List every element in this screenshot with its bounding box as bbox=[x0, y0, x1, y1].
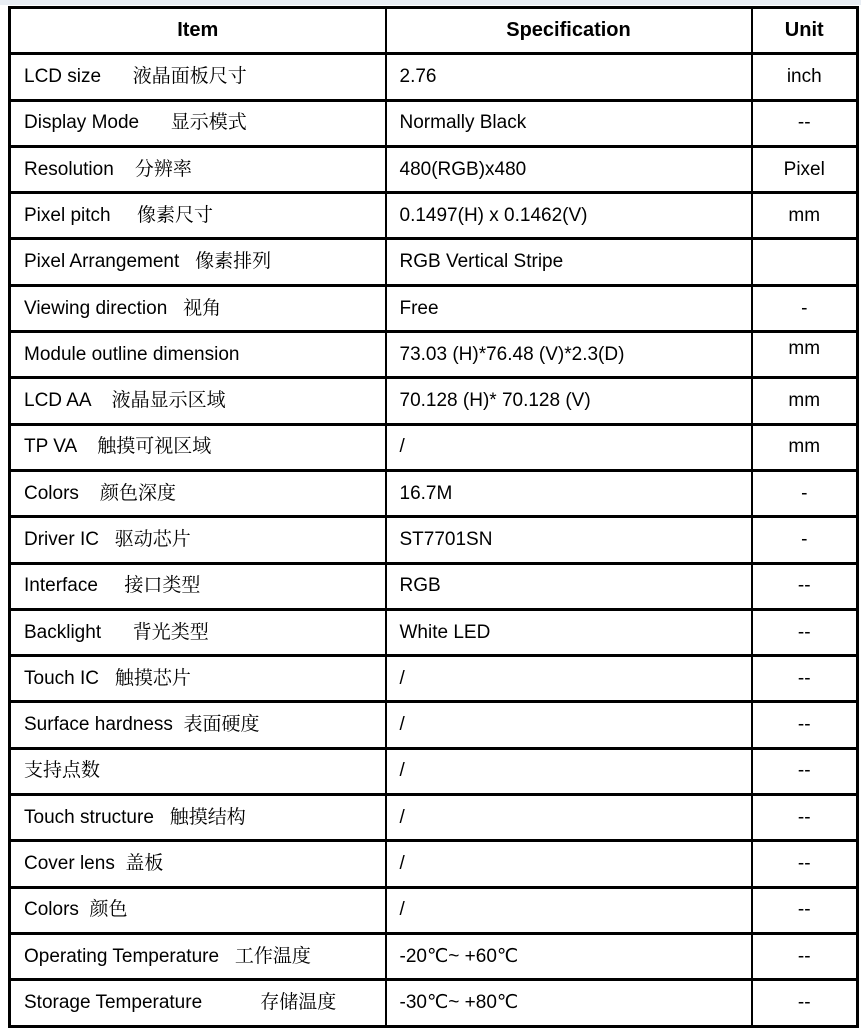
unit-cell: -- bbox=[752, 563, 858, 609]
table-row bbox=[10, 702, 858, 748]
table-row bbox=[10, 470, 858, 516]
table-row bbox=[10, 933, 858, 979]
specification-cell: RGB bbox=[386, 563, 752, 609]
item-cell: TP VA 触摸可视区域 bbox=[10, 424, 386, 470]
table-row bbox=[10, 517, 858, 563]
table-row bbox=[10, 795, 858, 841]
spec-table-body bbox=[10, 54, 858, 1026]
item-cell: Cover lens 盖板 bbox=[10, 841, 386, 887]
item-cell: Viewing direction 视角 bbox=[10, 285, 386, 331]
unit-cell: -- bbox=[752, 887, 858, 933]
item-cell: 支持点数 bbox=[10, 748, 386, 794]
item-cell: Module outline dimension bbox=[10, 332, 386, 378]
specification-cell: Normally Black bbox=[386, 100, 752, 146]
header-specification: Specification bbox=[386, 8, 752, 54]
specification-cell: / bbox=[386, 656, 752, 702]
specification-cell: 70.128 (H)* 70.128 (V) bbox=[386, 378, 752, 424]
item-cell: Operating Temperature 工作温度 bbox=[10, 933, 386, 979]
item-cell: Display Mode 显示模式 bbox=[10, 100, 386, 146]
unit-cell: -- bbox=[752, 656, 858, 702]
table-row bbox=[10, 332, 858, 378]
specification-cell: -30℃~ +80℃ bbox=[386, 980, 752, 1026]
specification-cell: White LED bbox=[386, 609, 752, 655]
specification-cell: 480(RGB)x480 bbox=[386, 146, 752, 192]
unit-cell: -- bbox=[752, 980, 858, 1026]
unit-cell: -- bbox=[752, 748, 858, 794]
table-row bbox=[10, 841, 858, 887]
table-row bbox=[10, 748, 858, 794]
table-row bbox=[10, 424, 858, 470]
table-row bbox=[10, 54, 858, 100]
specification-cell: 73.03 (H)*76.48 (V)*2.3(D) bbox=[386, 332, 752, 378]
specification-cell: / bbox=[386, 424, 752, 470]
specification-cell: Free bbox=[386, 285, 752, 331]
table-row bbox=[10, 285, 858, 331]
specification-cell: / bbox=[386, 841, 752, 887]
specification-cell: / bbox=[386, 748, 752, 794]
item-cell: Pixel Arrangement 像素排列 bbox=[10, 239, 386, 285]
table-row bbox=[10, 563, 858, 609]
header-item: Item bbox=[10, 8, 386, 54]
table-row bbox=[10, 609, 858, 655]
unit-cell: mm bbox=[752, 424, 858, 470]
header-unit: Unit bbox=[752, 8, 858, 54]
table-row bbox=[10, 887, 858, 933]
unit-cell: inch bbox=[752, 54, 858, 100]
item-cell: Storage Temperature 存储温度 bbox=[10, 980, 386, 1026]
specification-cell: / bbox=[386, 887, 752, 933]
table-row bbox=[10, 656, 858, 702]
unit-cell: mm bbox=[752, 193, 858, 239]
unit-cell: -- bbox=[752, 609, 858, 655]
table-row bbox=[10, 980, 858, 1026]
unit-cell: -- bbox=[752, 933, 858, 979]
header-row bbox=[10, 8, 858, 54]
item-cell: LCD AA 液晶显示区域 bbox=[10, 378, 386, 424]
unit-cell: Pixel bbox=[752, 146, 858, 192]
unit-cell: mm bbox=[752, 332, 858, 378]
specification-cell: ST7701SN bbox=[386, 517, 752, 563]
table-row bbox=[10, 378, 858, 424]
table-row bbox=[10, 146, 858, 192]
specification-cell: / bbox=[386, 795, 752, 841]
table-row bbox=[10, 239, 858, 285]
table-row bbox=[10, 100, 858, 146]
spec-table-head bbox=[10, 8, 858, 54]
unit-cell: mm bbox=[752, 378, 858, 424]
specification-cell: 16.7M bbox=[386, 470, 752, 516]
unit-cell: -- bbox=[752, 795, 858, 841]
specification-cell: RGB Vertical Stripe bbox=[386, 239, 752, 285]
item-cell: Driver IC 驱动芯片 bbox=[10, 517, 386, 563]
item-cell: Colors 颜色 bbox=[10, 887, 386, 933]
unit-cell: -- bbox=[752, 100, 858, 146]
item-cell: LCD size 液晶面板尺寸 bbox=[10, 54, 386, 100]
unit-cell: -- bbox=[752, 702, 858, 748]
specification-cell: 2.76 bbox=[386, 54, 752, 100]
item-cell: Pixel pitch 像素尺寸 bbox=[10, 193, 386, 239]
table-row bbox=[10, 193, 858, 239]
item-cell: Interface 接口类型 bbox=[10, 563, 386, 609]
item-cell: Touch structure 触摸结构 bbox=[10, 795, 386, 841]
item-cell: Colors 颜色深度 bbox=[10, 470, 386, 516]
page-top-strip bbox=[0, 0, 861, 5]
item-cell: Surface hardness 表面硬度 bbox=[10, 702, 386, 748]
unit-cell: -- bbox=[752, 841, 858, 887]
unit-cell: - bbox=[752, 517, 858, 563]
specification-cell: -20℃~ +60℃ bbox=[386, 933, 752, 979]
specification-cell: / bbox=[386, 702, 752, 748]
spec-table bbox=[8, 6, 859, 1028]
item-cell: Touch IC 触摸芯片 bbox=[10, 656, 386, 702]
item-cell: Backlight 背光类型 bbox=[10, 609, 386, 655]
item-cell: Resolution 分辨率 bbox=[10, 146, 386, 192]
unit-cell: - bbox=[752, 470, 858, 516]
unit-cell bbox=[752, 239, 858, 285]
unit-cell: - bbox=[752, 285, 858, 331]
specification-cell: 0.1497(H) x 0.1462(V) bbox=[386, 193, 752, 239]
